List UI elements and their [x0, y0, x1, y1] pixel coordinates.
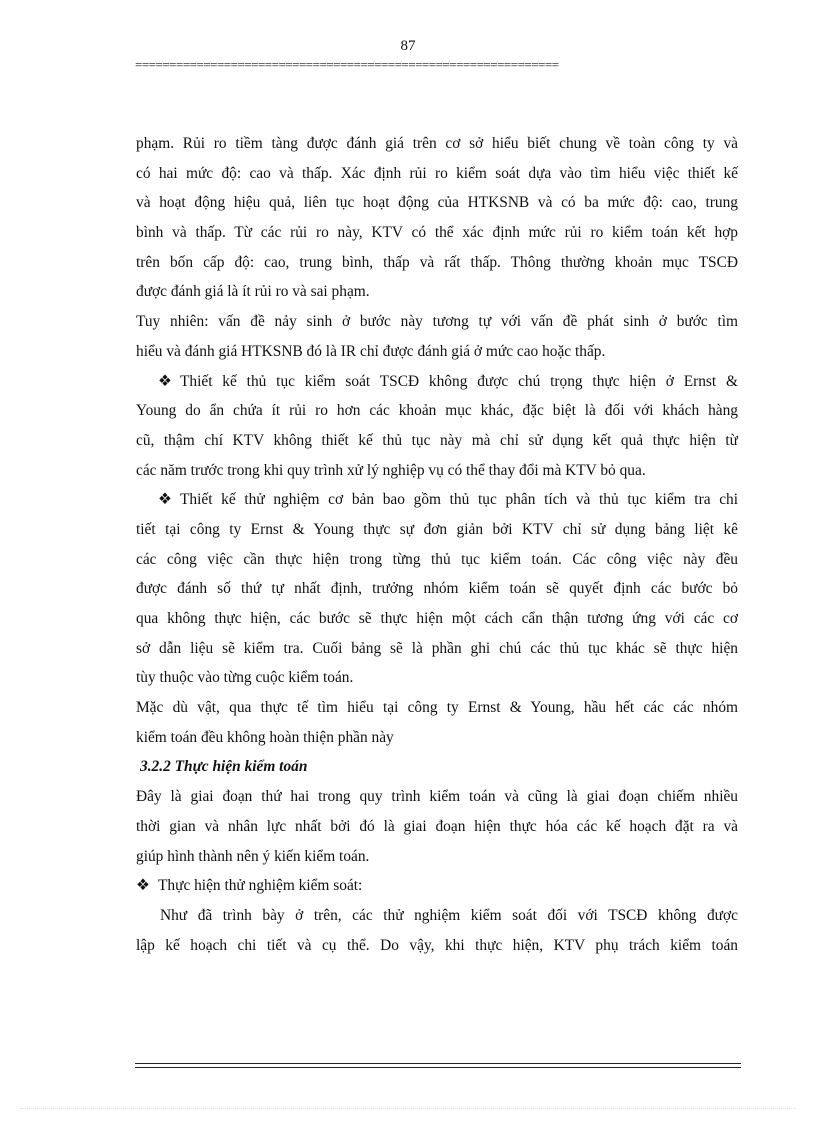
bullet-line [136, 871, 738, 901]
body-line: các năm trước trong khi quy trình xử lý nghiệp vụ có thể thay đổi mà KTV bỏ qua. [136, 461, 646, 479]
body-line: lập kế hoạch chi tiết và cụ thể. Do vậy, khi thực hiện, KTV phụ trách kiểm toán [136, 936, 738, 954]
body-line: tùy thuộc vào từng cuộc kiểm toán. [136, 669, 354, 687]
body-line: phạm. Rủi ro tiềm tàng được đánh giá trên cơ sở hiểu biết chung về toàn công ty và [136, 135, 738, 152]
body-line: trên bốn cấp độ: cao, trung bình, thấp và rất thấp. Thông thường khoản mục TSCĐ [136, 253, 738, 271]
body-line: được đánh giá là ít rủi ro và sai phạm. [136, 283, 370, 301]
body-line: giúp hình thành nên ý kiến kiểm toán. [136, 847, 370, 865]
body-line: kiểm toán đều không hoàn thiện phần này [136, 728, 394, 746]
bullet-text: Thực hiện thử nghiệm kiểm soát: [158, 877, 363, 895]
bullet-line [136, 485, 738, 515]
bullet-text: Thiết kế thử nghiệm cơ bản bao gồm thủ tục phân tích và thủ tục kiểm tra chi [180, 491, 738, 509]
page-number: 87 [400, 38, 416, 54]
header-rule: ============================================================== [135, 58, 559, 72]
diamond-bullet-icon: ❖ [136, 877, 150, 895]
body-line: Tuy nhiên: vấn đề nảy sinh ở bước này tương tự với vấn đề phát sinh ở bước tìm [136, 313, 738, 331]
body-line: có hai mức độ: cao và thấp. Xác định rủi ro kiểm soát dựa vào tìm hiểu việc thiết kế [136, 164, 738, 182]
bullet-line [136, 367, 738, 397]
body-line: thời gian và nhân lực nhất bởi đó là giai đoạn hiện thực hóa các kế hoạch đặt ra và [136, 817, 738, 835]
body-line: và hoạt động hiệu quả, liên tục hoạt động của HTKSNB và có ba mức độ: cao, trung [136, 194, 738, 212]
body-line: Mặc dù vật, qua thực tế tìm hiểu tại công ty Ernst & Young, hầu hết các các nhóm [136, 699, 738, 717]
body-line: Như đã trình bày ở trên, các thử nghiệm kiểm soát đối với TSCĐ không được [160, 906, 738, 924]
body-line: hiểu và đánh giá HTKSNB đó là IR chỉ được đánh giá ở mức cao hoặc thấp. [136, 342, 606, 360]
body-line: Đây là giai đoạn thứ hai trong quy trình kiểm toán và cũng là giai đoạn chiếm nhiều [136, 788, 738, 806]
body-line: được đánh số thứ tự nhất định, trưởng nhóm kiểm toán sẽ quyết định các bước bỏ [136, 580, 738, 598]
body-line: Young do ẩn chứa ít rủi ro hơn các khoản mục khác, đặc biệt là đối với khách hàng [136, 402, 738, 420]
document-body [136, 129, 738, 960]
diamond-bullet-icon: ❖ [158, 372, 172, 390]
body-line: bình và thấp. Từ các rủi ro này, KTV có thể xác định mức rủi ro kiểm toán kết hợp [136, 224, 738, 242]
body-line: qua không thực hiện, các bước sẽ thực hiện một cách cẩn thận tương ứng với các cơ [136, 610, 738, 627]
body-line: các công việc cần thực hiện trong từng thủ tục kiểm toán. Các công việc này đều [136, 550, 738, 568]
body-line: cũ, thậm chí KTV không thiết kế thủ tục này mà chỉ sử dụng kết quả thực hiện từ [136, 431, 738, 449]
footer-rule [135, 1063, 741, 1071]
body-line: sở dẫn liệu sẽ kiểm tra. Cuối bảng sẽ là phần ghi chú các thủ tục khác sẽ thực hiện [136, 639, 738, 657]
page-edge [20, 1108, 796, 1109]
diamond-bullet-icon: ❖ [158, 491, 172, 509]
section-heading: 3.2.2 Thực hiện kiểm toán [140, 758, 308, 776]
bullet-text: Thiết kế thủ tục kiểm soát TSCĐ không được chú trọng thực hiện ở Ernst & [180, 372, 738, 390]
body-line: tiết tại công ty Ernst & Young thực sự đơn giản bởi KTV chỉ sử dụng bảng liệt kê [136, 520, 738, 538]
